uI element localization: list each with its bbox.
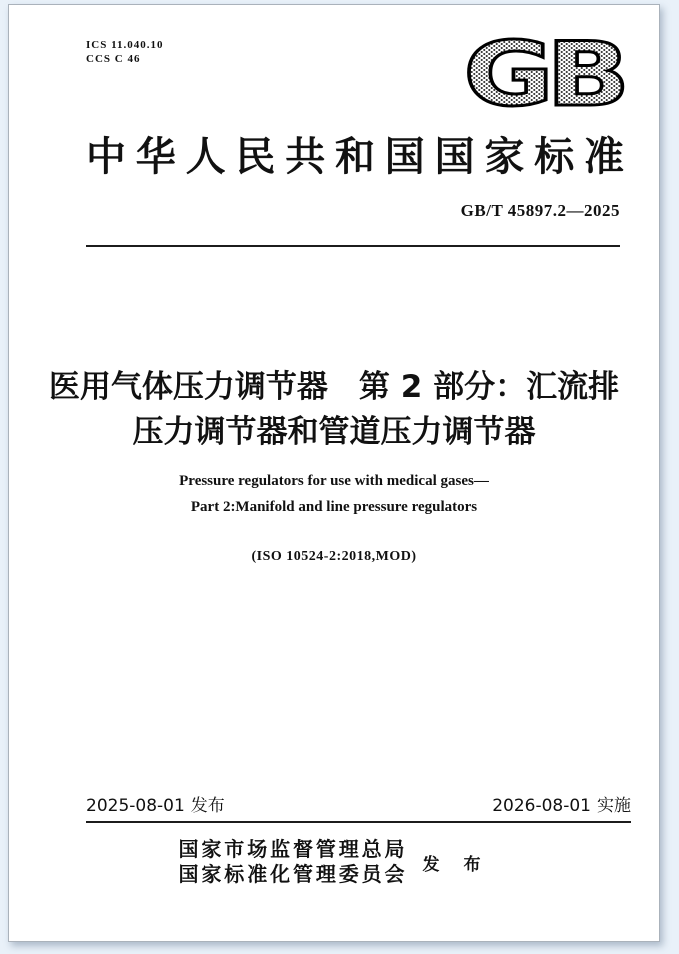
chinese-title-line2: 压力调节器和管道压力调节器 bbox=[132, 414, 536, 450]
ccs-code: CCS C 46 bbox=[86, 53, 141, 65]
gb-logo-text: GB bbox=[463, 29, 623, 113]
issue-label: 发布 bbox=[190, 796, 225, 816]
publisher-line1: 国家市场监督管理总局 bbox=[178, 837, 405, 861]
chinese-title bbox=[9, 365, 659, 455]
english-title-line1: Pressure regulators for use with medical gases— bbox=[179, 473, 489, 489]
header-divider bbox=[86, 245, 620, 247]
english-title-line2: Part 2:Manifold and line pressure regulators bbox=[190, 499, 478, 515]
implementation-label: 实施 bbox=[597, 796, 631, 816]
publish-label: 发 布 bbox=[422, 854, 490, 875]
gb-logo-icon bbox=[445, 29, 641, 118]
chinese-title-line1: 医用气体压力调节器 第 2 部分：汇流排 bbox=[48, 369, 620, 405]
publisher-block bbox=[9, 837, 659, 887]
classification-codes bbox=[86, 38, 164, 66]
english-title bbox=[9, 468, 659, 520]
publisher-line2: 国家标准化管理委员会 bbox=[178, 862, 405, 886]
implementation-date-group bbox=[492, 791, 631, 816]
standard-cover-page bbox=[8, 4, 660, 942]
iso-reference: (ISO 10524-2:2018,MOD) bbox=[251, 549, 417, 564]
ics-code: ICS 11.040.10 bbox=[86, 39, 164, 51]
dates-row bbox=[86, 791, 631, 816]
national-standard-banner: 中华人民共和国国家标准 bbox=[86, 133, 624, 180]
implementation-date: 2026-08-01 bbox=[492, 796, 591, 816]
footer-divider bbox=[86, 821, 631, 823]
issue-date: 2025-08-01 bbox=[86, 796, 185, 816]
publisher-names bbox=[179, 837, 405, 887]
issue-date-group bbox=[86, 791, 225, 816]
standard-number: GB/T 45897.2—2025 bbox=[460, 201, 620, 220]
